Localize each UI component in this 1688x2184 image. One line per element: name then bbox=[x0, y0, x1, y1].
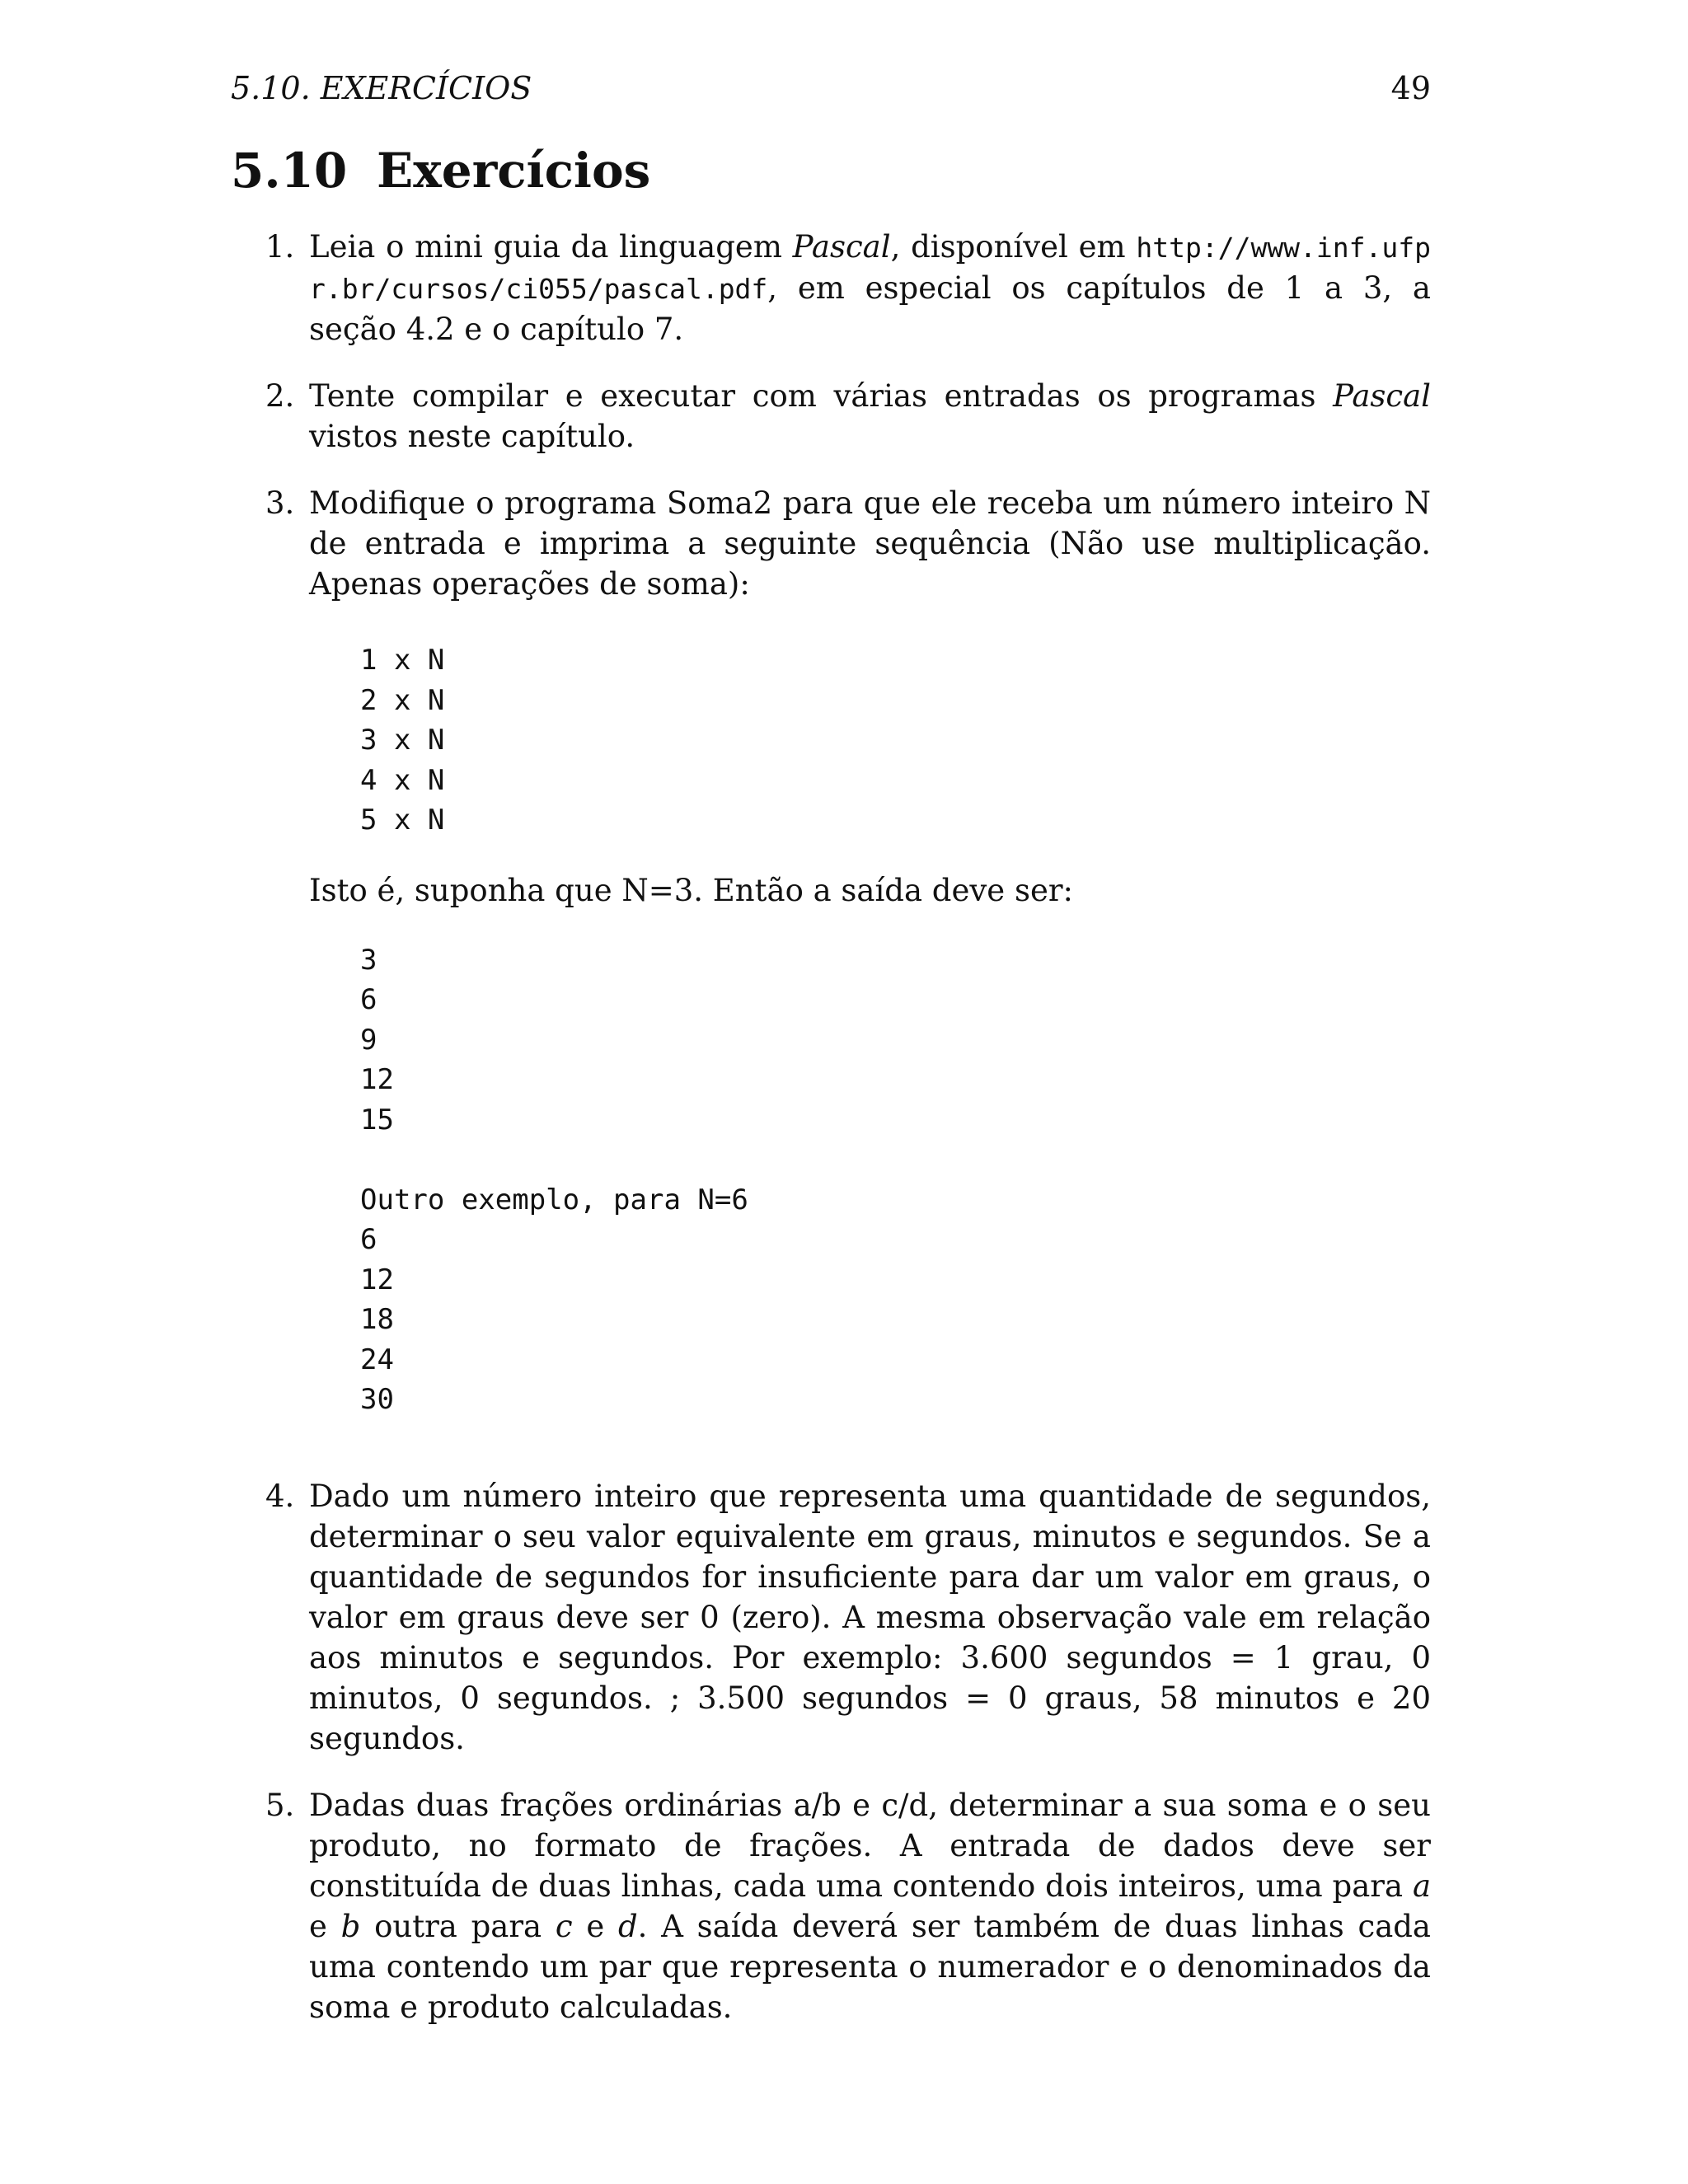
item-text bbox=[309, 227, 1431, 349]
exercise-item-2 bbox=[231, 376, 1431, 457]
text-run: , disponível em bbox=[890, 229, 1137, 265]
example-intro: Isto é, suponha que N=3. Então a saída deve ser: bbox=[309, 872, 1073, 908]
code-line: 30 bbox=[360, 1383, 394, 1416]
code-line: 4 x N bbox=[360, 763, 445, 797]
code-line: 24 bbox=[360, 1343, 394, 1376]
output-block-n3 bbox=[309, 940, 1431, 1420]
item-text: Dado um número inteiro que representa uma quantidade de segundos, determinar o seu valor equivalente em graus, minutos e segundos. Se a quantidade de segundos for insuficiente para dar um valor em graus, o valor em graus deve ser 0 (zero). A mesma observação vale em relação aos minutos e segundos. Por exemplo: 3.600 segundos = 1 grau, 0 minutos, 0 segundos. ; 3.500 segundos = 0 graus, 58 minutos e 20 segundos. bbox=[309, 1478, 1431, 1756]
exercise-item-4 bbox=[231, 1476, 1431, 1759]
section-heading bbox=[231, 142, 650, 199]
text-run: outra para bbox=[360, 1908, 556, 1944]
pascal-guide-link[interactable]: http://www.inf.ufpr.br/cursos/ci055/pascal.pdf bbox=[309, 232, 1431, 305]
item-marker: 2. bbox=[265, 378, 295, 414]
code-line: 18 bbox=[360, 1303, 394, 1336]
math-var: a bbox=[1412, 1868, 1431, 1904]
exercise-list bbox=[231, 227, 1431, 2054]
emphasis: Pascal bbox=[792, 229, 891, 265]
emphasis: Pascal bbox=[1333, 378, 1431, 414]
item-marker: 1. bbox=[265, 229, 295, 265]
page-number: 49 bbox=[1390, 70, 1431, 106]
item-text bbox=[309, 1785, 1431, 2027]
item-marker: 4. bbox=[265, 1478, 295, 1514]
text-run: e bbox=[572, 1908, 618, 1944]
section-number: 5.10 bbox=[231, 143, 348, 199]
exercise-item-3 bbox=[231, 483, 1431, 1450]
code-line: 3 x N bbox=[360, 724, 445, 757]
item-marker: 5. bbox=[265, 1787, 295, 1823]
text-run: Tente compilar e executar com várias entradas os programas bbox=[309, 378, 1334, 414]
code-line: 9 bbox=[360, 1023, 377, 1057]
code-line: 12 bbox=[360, 1063, 394, 1096]
math-var: d bbox=[617, 1908, 638, 1944]
text-run: e bbox=[309, 1908, 341, 1944]
running-title: 5.10. EXERCÍCIOS bbox=[231, 70, 532, 106]
text-run: , em especial os capítulos de 1 a 3, a seção 4.2 e o capítulo 7. bbox=[309, 270, 1431, 347]
math-var: c bbox=[555, 1908, 573, 1944]
item-text: Modifique o programa Soma2 para que ele receba um número inteiro N de entrada e imprima a seguinte sequência (Não use multiplicação. Apenas operações de soma): bbox=[309, 485, 1431, 602]
code-line: 6 bbox=[360, 1223, 377, 1256]
code-line: 6 bbox=[360, 983, 377, 1016]
item-text bbox=[309, 376, 1431, 457]
code-line: 5 x N bbox=[360, 804, 445, 837]
math-var: b bbox=[340, 1908, 361, 1944]
code-line: 2 x N bbox=[360, 683, 445, 717]
running-header bbox=[231, 68, 1431, 109]
code-line: Outro exemplo, para N=6 bbox=[360, 1183, 748, 1216]
item-marker: 3. bbox=[265, 485, 295, 521]
text-run: vistos neste capítulo. bbox=[309, 419, 635, 454]
code-line: 12 bbox=[360, 1263, 394, 1296]
exercise-item-1 bbox=[231, 227, 1431, 349]
exercise-item-5 bbox=[231, 1785, 1431, 2027]
code-line: 3 bbox=[360, 943, 377, 977]
text-run: . A saída deverá ser também de duas linhas cada uma contendo um par que representa o numerador e o denominados da soma e produto calculadas. bbox=[309, 1908, 1431, 2025]
code-line: 15 bbox=[360, 1103, 394, 1137]
section-title: Exercícios bbox=[377, 143, 651, 199]
text-run: Dadas duas frações ordinárias a/b e c/d, determinar a sua soma e o seu produto, no formato de frações. A entrada de dados deve ser constituída de duas linhas, cada uma contendo dois inteiros, uma para bbox=[309, 1787, 1431, 1904]
code-line: 1 x N bbox=[360, 644, 445, 677]
sequence-block bbox=[309, 640, 1431, 841]
text-run: Leia o mini guia da linguagem bbox=[309, 229, 793, 265]
